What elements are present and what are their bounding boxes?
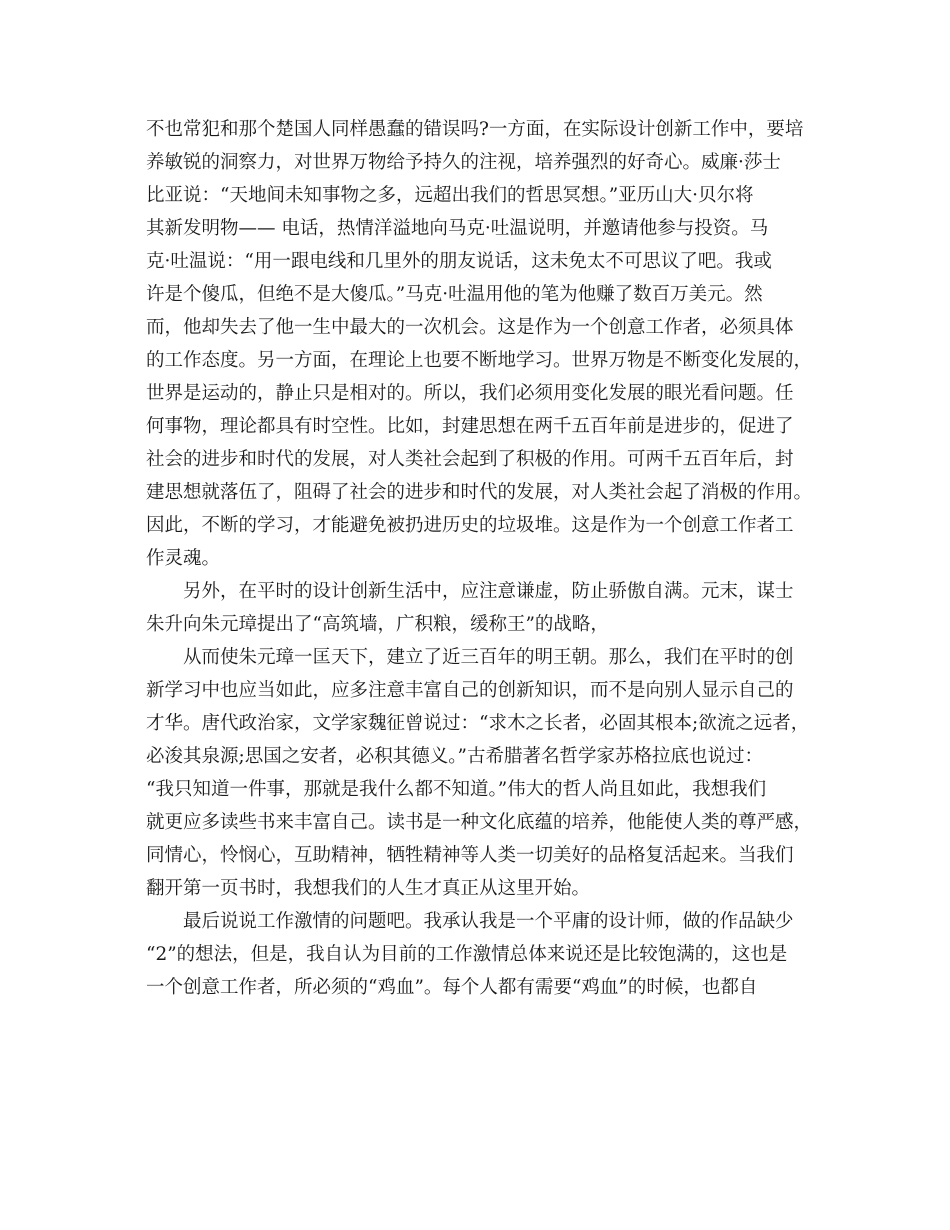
text-line: 养敏锐的洞察力，对世界万物给予持久的注视，培养强烈的好奇心。威廉·莎士 xyxy=(146,152,781,173)
text-line: 的工作态度。另一方面，在理论上也要不断地学习。世界万物是不断变化发展的， xyxy=(146,350,813,371)
text-line: 才华。唐代政治家，文学家魏征曾说过：“求木之长者，必固其根本;欲流之远者， xyxy=(146,713,810,734)
text-line: 就更应多读些书来丰富自己。读书是一种文化底蕴的培养，他能使人类的尊严感， xyxy=(146,812,813,833)
text-line: “2”的想法，但是，我自认为目前的工作激情总体来说还是比较饱满的，这也是 xyxy=(146,944,788,965)
text-line: 许是个傻瓜，但绝不是大傻瓜。”马克·吐温用他的笔为他赚了数百万美元。然 xyxy=(146,284,763,305)
text-line: 翻开第一页书时，我想我们的人生才真正从这里开始。 xyxy=(146,878,591,899)
paragraph-start-line: 另外，在平时的设计创新生活中，应注意谦虚，防止骄傲自满。元末，谋士 xyxy=(183,581,794,602)
text-line: 新学习中也应当如此，应多注意丰富自己的创新知识，而不是向别人显示自己的 xyxy=(146,680,794,701)
text-line: 其新发明物—— 电话，热情洋溢地向马克·吐温说明，并邀请他参与投资。马 xyxy=(146,218,769,239)
paragraph-start-line: 从而使朱元璋一匡天下，建立了近三百年的明王朝。那么，我们在平时的创 xyxy=(183,647,794,668)
text-line: 不也常犯和那个楚国人同样愚蠢的错误吗?一方面，在实际设计创新工作中，要培 xyxy=(146,119,804,140)
paragraph-start-line: 最后说说工作激情的问题吧。我承认我是一个平庸的设计师，做的作品缺少 xyxy=(183,911,794,932)
text-line: 何事物，理论都具有时空性。比如，封建思想在两千五百年前是进步的，促进了 xyxy=(146,416,794,437)
text-line: 朱升向朱元璋提出了“高筑墙，广积粮，缓称王”的战略， xyxy=(146,614,609,635)
text-line: 作灵魂。 xyxy=(146,548,221,569)
text-line: 比亚说：“天地间未知事物之多，远超出我们的哲思冥想。”亚历山大·贝尔将 xyxy=(146,185,754,206)
text-line: 同情心，怜悯心，互助精神，牺牲精神等人类一切美好的品格复活起来。当我们 xyxy=(146,845,794,866)
text-line: 克·吐温说：“用一跟电线和几里外的朋友说话，这未免太不可思议了吧。我或 xyxy=(146,251,772,272)
text-line: 建思想就落伍了，阻碍了社会的进步和时代的发展，对人类社会起了消极的作用。 xyxy=(146,482,813,503)
text-line: “我只知道一件事，那就是我什么都不知道。”伟大的哲人尚且如此，我想我们 xyxy=(146,779,767,800)
text-line: 社会的进步和时代的发展，对人类社会起到了积极的作用。可两千五百年后，封 xyxy=(146,449,794,470)
text-line: 而，他却失去了他一生中最大的一次机会。这是作为一个创意工作者，必须具体 xyxy=(146,317,794,338)
text-line: 因此，不断的学习，才能避免被扔进历史的垃圾堆。这是作为一个创意工作者工 xyxy=(146,515,794,536)
text-line: 世界是运动的，静止只是相对的。所以，我们必须用变化发展的眼光看问题。任 xyxy=(146,383,794,404)
text-line: 必浚其泉源;思国之安者，必积其德义。”古希腊著名哲学家苏格拉底也说过： xyxy=(146,746,763,767)
text-line: 一个创意工作者，所必须的“鸡血”。每个人都有需要“鸡血”的时候，也都自 xyxy=(146,977,758,998)
